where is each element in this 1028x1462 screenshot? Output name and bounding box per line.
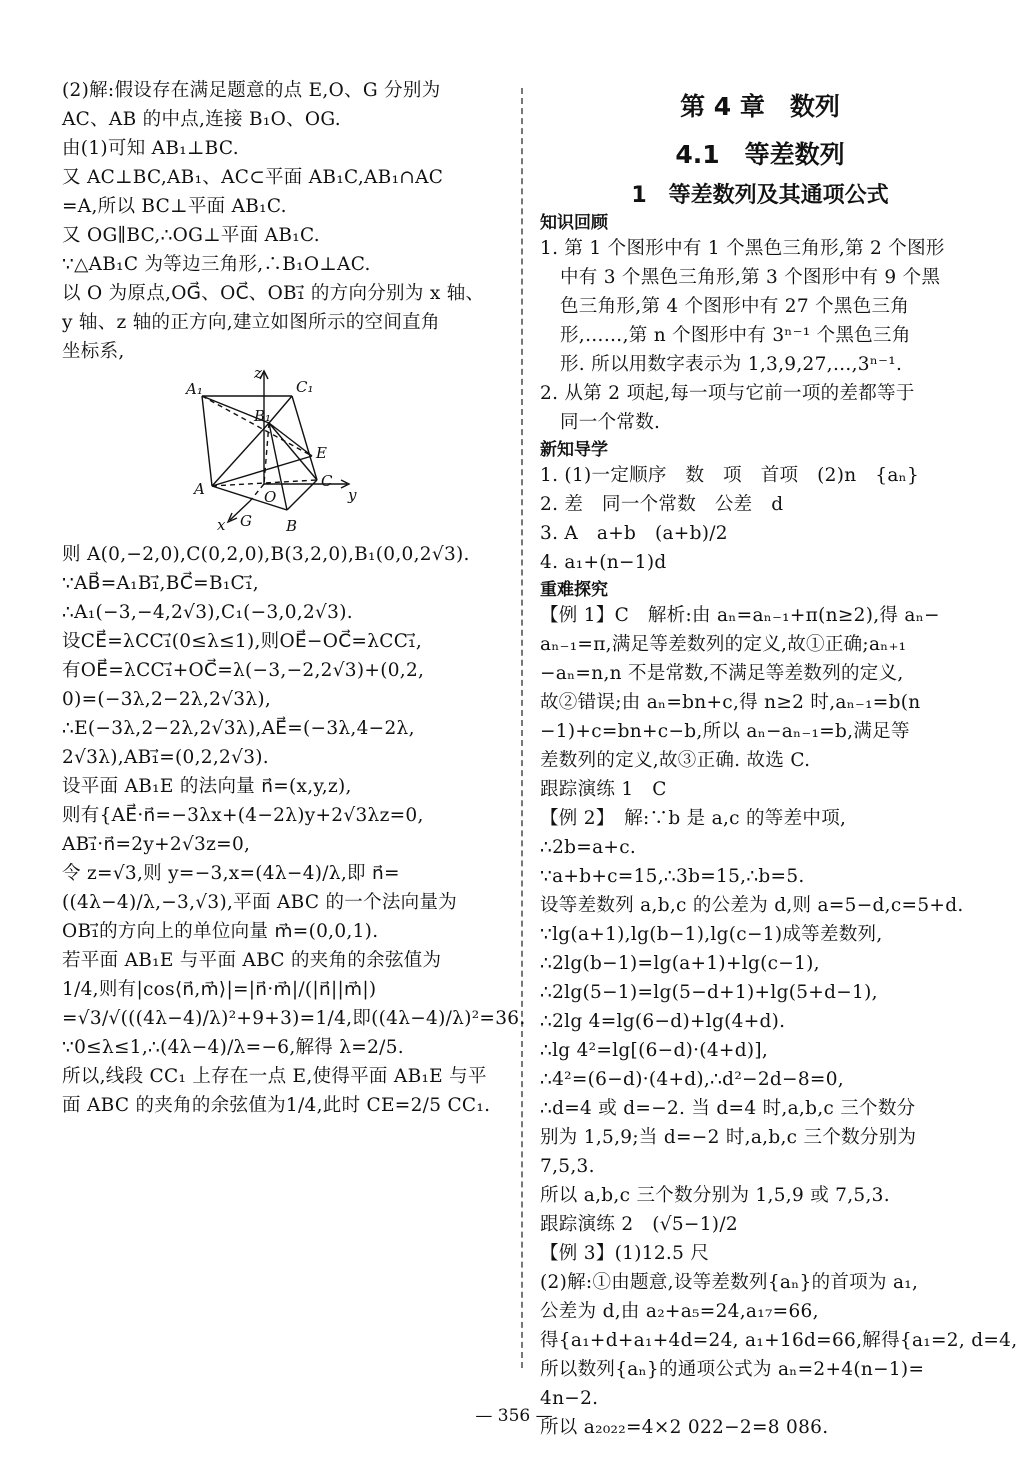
- label-G: G: [240, 512, 252, 530]
- text-line: AC、AB 的中点,连接 B₁O、OG.: [62, 109, 341, 130]
- text-line: 有OE⃗=λCC₁⃗+OC⃗=λ(−3,−2,2√3)+(0,2,: [62, 660, 425, 681]
- text-line: 所以数列{aₙ}的通项公式为 aₙ=2+4(n−1)=: [540, 1359, 925, 1380]
- text-line: 色三角形,第 4 个图形中有 27 个黑色三角: [560, 296, 910, 317]
- text-line: 2√3λ),AB₁⃗=(0,2,2√3).: [62, 747, 269, 768]
- text-line: 若平面 AB₁E 与平面 ABC 的夹角的余弦值为: [62, 950, 442, 971]
- text-line: −1)+c=bn+c−b,所以 aₙ−aₙ₋₁=b,满足等: [540, 721, 910, 742]
- text-line: (2)解:①由题意,设等差数列{aₙ}的首项为 a₁,: [540, 1272, 919, 1293]
- text-line: 跟踪演练 1 C: [540, 779, 667, 800]
- text-line: 中有 3 个黑色三角形,第 3 个图形中有 9 个黑: [560, 267, 941, 288]
- text-line: 3. A a+b (a+b)/2: [540, 523, 728, 544]
- text-line: 得{a₁+d+a₁+4d=24, a₁+16d=66,解得{a₁=2, d=4,: [540, 1330, 1018, 1351]
- text-line: 所以,线段 CC₁ 上存在一点 E,使得平面 AB₁E 与平: [62, 1066, 487, 1087]
- subsection-title: 1 等差数列及其通项公式: [631, 183, 889, 208]
- label-A: A: [194, 480, 205, 498]
- explore-heading: 重难探究: [540, 580, 608, 600]
- page-number: — 356 —: [475, 1406, 553, 1426]
- text-line: 故②错误;由 aₙ=bn+c,得 n≥2 时,aₙ₋₁=b(n: [540, 692, 921, 713]
- text-line: 形. 所以用数字表示为 1,3,9,27,…,3ⁿ⁻¹.: [560, 354, 903, 375]
- text-line: =A,所以 BC⊥平面 AB₁C.: [62, 196, 287, 217]
- text-line: 所以 a,b,c 三个数分别为 1,5,9 或 7,5,3.: [540, 1185, 890, 1206]
- label-A1: A₁: [186, 380, 203, 398]
- text-line: ∵a+b+c=15,∴3b=15,∴b=5.: [540, 866, 805, 887]
- text-line: 2. 从第 2 项起,每一项与它前一项的差都等于: [540, 383, 915, 404]
- text-line: ∴4²=(6−d)·(4+d),∴d²−2d−8=0,: [540, 1069, 844, 1090]
- text-line: 4n−2.: [540, 1388, 599, 1409]
- new-knowledge-list: [540, 463, 980, 576]
- text-line: 设CE⃗=λCC₁⃗(0≤λ≤1),则OE⃗−OC⃗=λCC₁⃗,: [62, 631, 423, 652]
- text-line: 坐标系,: [62, 341, 125, 362]
- text-line: ∵△AB₁C 为等边三角形,∴B₁O⊥AC.: [62, 254, 371, 275]
- text-line: ∴lg 4²=lg[(6−d)·(4+d)],: [540, 1040, 769, 1061]
- text-line: ∵0≤λ≤1,∴(4λ−4)/λ=−6,解得 λ=2/5.: [62, 1037, 404, 1058]
- text-line: 1. 第 1 个图形中有 1 个黑色三角形,第 2 个图形: [540, 238, 945, 259]
- text-line: −aₙ=n,n 不是常数,不满足等差数列的定义,: [540, 663, 904, 684]
- knowledge-heading: 知识回顾: [540, 213, 608, 233]
- solution-text-part1: [62, 78, 502, 365]
- text-line: ∴2lg(b−1)=lg(a+1)+lg(c−1),: [540, 953, 820, 974]
- text-line: 则 A(0,−2,0),C(0,2,0),B(3,2,0),B₁(0,0,2√3).: [62, 544, 470, 565]
- text-line: 所以 a₂₀₂₂=4×2 022−2=8 086.: [540, 1417, 829, 1438]
- new-knowledge-heading: 新知导学: [540, 440, 608, 460]
- text-line: OB₁⃗的方向上的单位向量 m⃗=(0,0,1).: [62, 921, 379, 942]
- solution-text-part2: [62, 542, 526, 1119]
- label-C1: C₁: [296, 378, 314, 396]
- text-line: ∵AB⃗=A₁B₁⃗,BC⃗=B₁C₁⃗,: [62, 573, 259, 594]
- text-line: 同一个常数.: [560, 412, 661, 433]
- label-B1: B₁: [254, 407, 272, 425]
- label-C: C: [321, 472, 333, 490]
- text-line: 1. (1)一定顺序 数 项 首项 (2)n {aₙ}: [540, 465, 920, 486]
- text-line: ∴2lg 4=lg(6−d)+lg(4+d).: [540, 1011, 786, 1032]
- text-line: 跟踪演练 2 (√5−1)/2: [540, 1214, 738, 1235]
- text-line: 1/4,则有|cos⟨n⃗,m⃗⟩|=|n⃗·m⃗|/(|n⃗||m⃗|): [62, 979, 377, 1000]
- text-line: 公差为 d,由 a₂+a₅=24,a₁₇=66,: [540, 1301, 819, 1322]
- text-line: 由(1)可知 AB₁⊥BC.: [62, 138, 239, 159]
- text-line: 4. a₁+(n−1)d: [540, 552, 667, 573]
- right-column: [540, 78, 1018, 1444]
- text-line: 形,……,第 n 个图形中有 3ⁿ⁻¹ 个黑色三角: [560, 325, 911, 346]
- left-column: [62, 78, 526, 1122]
- chapter-title: 第 4 章 数列: [680, 92, 840, 121]
- text-line: 则有{AE⃗·n⃗=−3λx+(4−2λ)y+2√3λz=0,: [62, 805, 424, 826]
- prism-diagram: [172, 368, 402, 538]
- text-line: 以 O 为原点,OG⃗、OC⃗、OB₁⃗ 的方向分别为 x 轴、: [62, 283, 485, 304]
- text-line: 设平面 AB₁E 的法向量 n⃗=(x,y,z),: [62, 776, 352, 797]
- text-line: ((4λ−4)/λ,−3,√3),平面 ABC 的一个法向量为: [62, 892, 458, 913]
- text-line: 【例 3】(1)12.5 尺: [540, 1243, 710, 1264]
- text-line: AB₁⃗·n⃗=2y+2√3z=0,: [62, 834, 251, 855]
- knowledge-list: [540, 236, 980, 436]
- label-E: E: [316, 444, 327, 462]
- text-line: 设等差数列 a,b,c 的公差为 d,则 a=5−d,c=5+d.: [540, 895, 964, 916]
- text-line: 【例 2】 解:∵b 是 a,c 的等差中项,: [540, 808, 847, 829]
- column-divider: [521, 88, 523, 1368]
- text-line: ∴2b=a+c.: [540, 837, 637, 858]
- text-line: ∴d=4 或 d=−2. 当 d=4 时,a,b,c 三个数分: [540, 1098, 916, 1119]
- label-x: x: [217, 516, 226, 534]
- text-line: 别为 1,5,9;当 d=−2 时,a,b,c 三个数分别为: [540, 1127, 917, 1148]
- text-line: 令 z=√3,则 y=−3,x=(4λ−4)/λ,即 n⃗=: [62, 863, 400, 884]
- label-B: B: [286, 517, 298, 535]
- text-line: ∵lg(a+1),lg(b−1),lg(c−1)成等差数列,: [540, 924, 883, 945]
- text-line: 面 ABC 的夹角的余弦值为1/4,此时 CE=2/5 CC₁.: [62, 1095, 491, 1116]
- text-line: 差数列的定义,故③正确. 故选 C.: [540, 750, 811, 771]
- label-O: O: [264, 488, 277, 506]
- text-line: ∴E(−3λ,2−2λ,2√3λ),AE⃗=(−3λ,4−2λ,: [62, 718, 415, 739]
- label-y: y: [348, 486, 357, 504]
- text-line: y 轴、z 轴的正方向,建立如图所示的空间直角: [62, 312, 440, 333]
- text-line: (2)解:假设存在满足题意的点 E,O、G 分别为: [62, 80, 441, 101]
- coordinate-figure: [62, 368, 502, 538]
- explore-list: [540, 603, 1018, 1441]
- label-z: z: [254, 368, 262, 382]
- section-title: 4.1 等差数列: [675, 140, 845, 169]
- text-line: 又 AC⊥BC,AB₁、AC⊂平面 AB₁C,AB₁∩AC: [62, 167, 444, 188]
- text-line: aₙ₋₁=π,满足等差数列的定义,故①正确;aₙ₊₁: [540, 634, 907, 655]
- text-line: ∴2lg(5−1)=lg(5−d+1)+lg(5+d−1),: [540, 982, 878, 1003]
- text-line: ∴A₁(−3,−4,2√3),C₁(−3,0,2√3).: [62, 602, 353, 623]
- text-line: =√3/√(((4λ−4)/λ)²+9+3)=1/4,即((4λ−4)/λ)²=36.: [62, 1008, 526, 1029]
- text-line: 7,5,3.: [540, 1156, 595, 1177]
- text-line: 又 OG∥BC,∴OG⊥平面 AB₁C.: [62, 225, 320, 246]
- text-line: 【例 1】C 解析:由 aₙ=aₙ₋₁+π(n≥2),得 aₙ−: [540, 605, 940, 626]
- text-line: 0)=(−3λ,2−2λ,2√3λ),: [62, 689, 272, 710]
- text-line: 2. 差 同一个常数 公差 d: [540, 494, 784, 515]
